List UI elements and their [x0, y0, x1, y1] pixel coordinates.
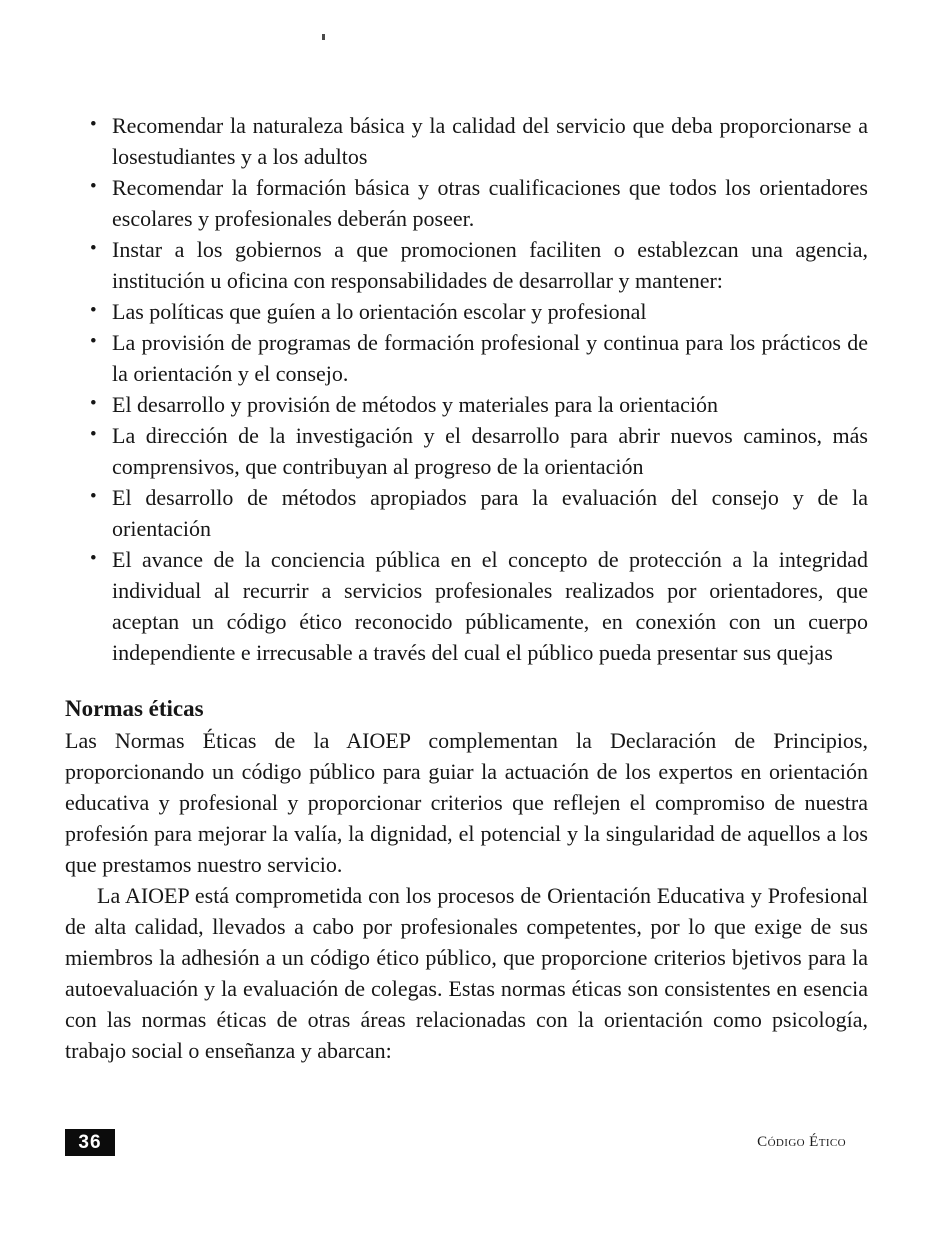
list-item	[65, 110, 868, 172]
running-title: Código Ético	[757, 1134, 846, 1150]
list-item-text: Recomendar la formación básica y otras cualificaciones que todos los orientadores escolares y profesionales deberán poseer.	[112, 175, 868, 231]
bullet-icon: •	[90, 176, 97, 197]
list-item-text: Recomendar la naturaleza básica y la calidad del servicio que deba proporcionarse a losestudiantes y a los adultos	[112, 113, 868, 169]
list-item	[65, 234, 868, 296]
bullet-icon: •	[90, 424, 97, 445]
paragraph: La AIOEP está comprometida con los procesos de Orientación Educativa y Profesional de alta calidad, llevados a cabo por profesionales competentes, por lo que exige de sus miembros la adhesión a un código ético público, que proporcione criterios bjetivos para la autoevaluación y la evaluación de colegas. Estas normas éticas son consistentes en esencia con las normas éticas de otras áreas relacionadas con la orientación como psicología, trabajo social o enseñanza y abarcan:	[65, 883, 868, 1063]
list-item	[65, 172, 868, 234]
list-item-text: El desarrollo de métodos apropiados para la evaluación del consejo y de la orientación	[112, 485, 868, 541]
bullet-icon: •	[90, 300, 97, 321]
list-item	[65, 544, 868, 668]
page-content	[65, 0, 868, 1066]
list-item	[65, 420, 868, 482]
list-item	[65, 327, 868, 389]
list-item-text: Instar a los gobiernos a que promocionen faciliten o establezcan una agencia, institución u oficina con responsabilidades de desarrollar y mantener:	[112, 237, 868, 293]
bullet-icon: •	[90, 331, 97, 352]
list-item-text: Las políticas que guíen a lo orientación escolar y profesional	[112, 299, 647, 324]
list-item	[65, 389, 868, 420]
paragraph: Las Normas Éticas de la AIOEP complementan la Declaración de Principios, proporcionando un código público para guiar la actuación de los expertos en orientación educativa y profesional y proporcionar criterios que reflejen el compromiso de nuestra profesión para mejorar la valía, la dignidad, el potencial y la singularidad de aquellos a los que prestamos nuestro servicio.	[65, 728, 868, 877]
bullet-icon: •	[90, 486, 97, 507]
bullet-icon: •	[90, 548, 97, 569]
page-footer	[65, 1129, 846, 1156]
list-item	[65, 482, 868, 544]
list-item-text: La dirección de la investigación y el desarrollo para abrir nuevos caminos, más comprensivos, que contribuyan al progreso de la orientación	[112, 423, 868, 479]
list-item-text: El desarrollo y provisión de métodos y materiales para la orientación	[112, 392, 719, 417]
section-heading: Normas éticas	[65, 696, 204, 721]
bullet-list	[65, 110, 868, 668]
list-item-text: La provisión de programas de formación profesional y continua para los prácticos de la orientación y el consejo.	[112, 330, 868, 386]
list-item-text: El avance de la conciencia pública en el concepto de protección a la integridad individual al recurrir a servicios profesionales realizados por orientadores, que aceptan un código ético reconocido públicamente, en conexión con un cuerpo independiente e irrecusable a través del cual el público pueda presentar sus quejas	[112, 547, 868, 665]
list-item	[65, 296, 868, 327]
bullet-icon: •	[90, 114, 97, 135]
bullet-icon: •	[90, 238, 97, 259]
page-number-badge: 36	[65, 1129, 115, 1156]
bullet-icon: •	[90, 393, 97, 414]
